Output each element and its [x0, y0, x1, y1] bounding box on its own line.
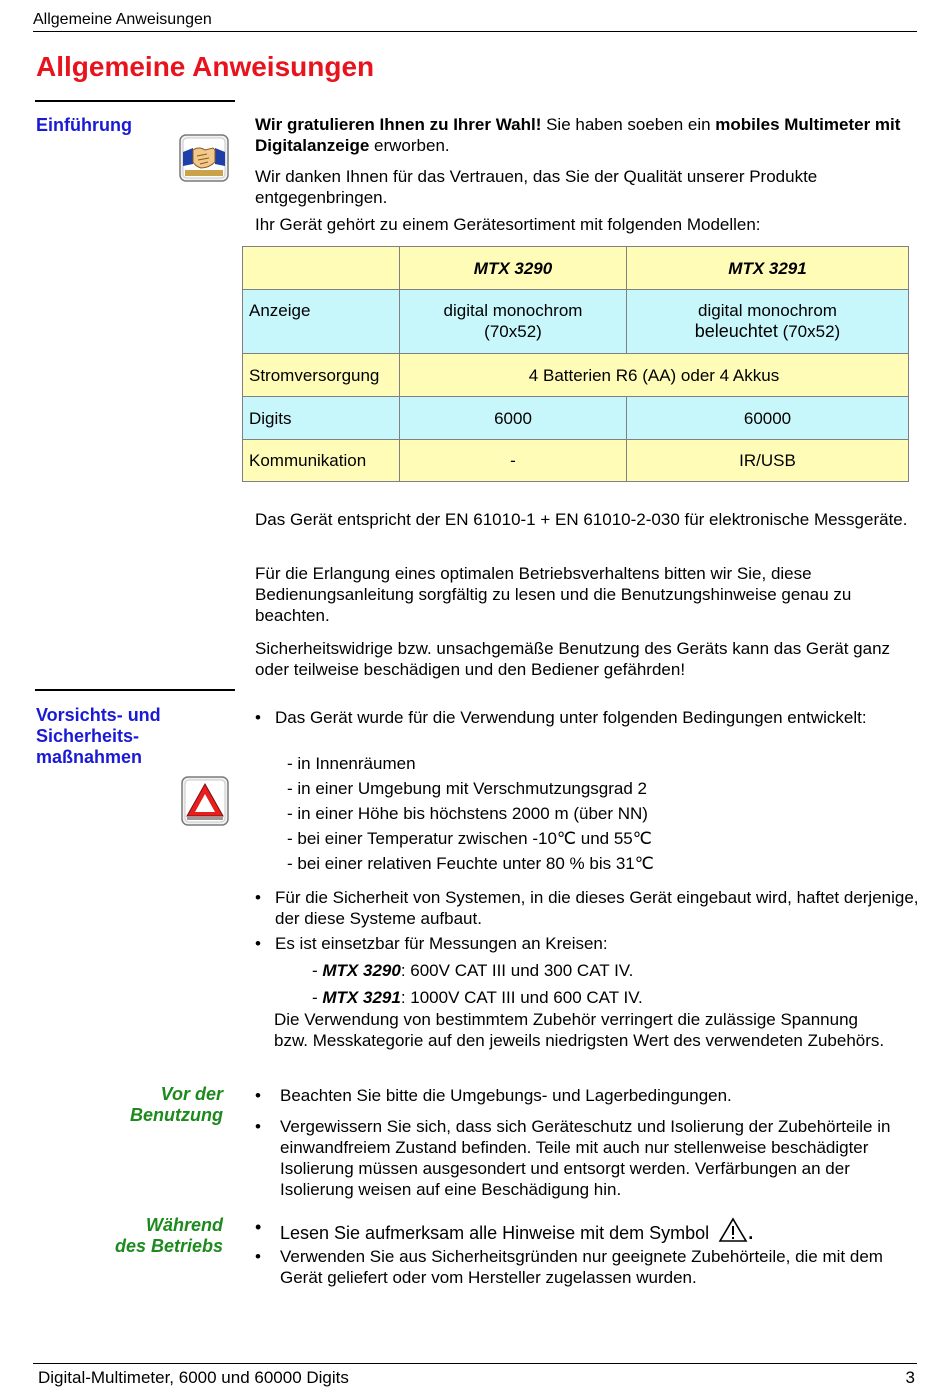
caution-symbol-icon	[718, 1217, 748, 1248]
intro-text-a: Sie haben soeben ein	[541, 115, 716, 134]
measurement-category-item	[312, 987, 643, 1008]
cell-digits-mtx3290: 6000	[400, 397, 627, 440]
column-header-mtx3291: MTX 3291	[627, 247, 909, 290]
bullet-dot: •	[255, 708, 261, 727]
bullet-dot: •	[255, 888, 261, 907]
safety-heading-line2: Sicherheits-	[36, 726, 140, 746]
circuits-text: Es ist einsetzbar für Messungen an Kreisen:	[275, 934, 608, 953]
measurement-category-item	[312, 960, 633, 981]
condition-item: - in einer Höhe bis höchstens 2000 m (über NN)	[287, 804, 648, 823]
during-use-heading-line1: Während	[145, 1215, 223, 1235]
cell-digits-mtx3291: 60000	[627, 397, 909, 440]
condition-item: - bei einer relativen Feuchte unter 80 % bis 31℃	[287, 854, 654, 873]
bullet-dot: •	[255, 1086, 261, 1105]
intro-heading: Einführung	[36, 115, 132, 135]
footer-rule	[33, 1363, 917, 1364]
running-header: Allgemeine Anweisungen	[33, 11, 212, 28]
header-rule	[33, 31, 917, 32]
safety-heading	[36, 705, 161, 768]
intro-paragraph-3: Ihr Gerät gehört zu einem Gerätesortiment mit folgenden Modellen:	[255, 215, 761, 234]
model-name: MTX 3290	[322, 961, 401, 980]
list-item	[255, 933, 920, 954]
intro-paragraph-2: Wir danken Ihnen für das Vertrauen, das Sie der Qualität unserer Produkte entgegenbringen.	[255, 167, 818, 207]
accessory-note: Die Verwendung von bestimmtem Zubehör verringert die zulässige Spannung bzw. Messkategorie auf den jeweils niedrigsten Wert des verwendeten Zubehörs.	[274, 1010, 885, 1050]
list-item	[255, 1116, 920, 1200]
accessories-text: Verwenden Sie aus Sicherheitsgründen nur geeignete Zubehörteile, die mit dem Gerät geliefert oder vom Hersteller zugelassen wurden.	[280, 1247, 883, 1287]
bullet-dot: •	[255, 1217, 262, 1237]
anzeige-b-suffix: (70x52)	[777, 322, 841, 341]
symbol-hint-text: Lesen Sie aufmerksam alle Hinweise mit dem Symbol	[280, 1223, 710, 1243]
anzeige-b-line1: digital monochrom	[698, 301, 837, 320]
before-use-heading-line1: Vor der	[160, 1084, 223, 1104]
cell-komm-mtx3290: -	[400, 440, 627, 482]
category-text: : 600V CAT III und 300 CAT IV.	[400, 961, 634, 980]
row-label-anzeige: Anzeige	[243, 290, 400, 354]
during-use-heading-line2: des Betriebs	[114, 1236, 223, 1256]
conformity-paragraph: Das Gerät entspricht der EN 61010-1 + EN 61010-2-030 für elektronische Messgeräte.	[255, 510, 908, 529]
page-title: Allgemeine Anweisungen	[36, 51, 375, 82]
cell-anzeige-mtx3291	[627, 290, 909, 354]
warning-paragraph: Sicherheitswidrige bzw. unsachgemäße Benutzung des Geräts kann das Gerät ganz oder teilweise beschädigen und den Bediener gefährden!	[255, 639, 891, 679]
page-number: 3	[905, 1368, 915, 1387]
list-item	[255, 1085, 920, 1106]
before-use-heading	[130, 1084, 223, 1126]
symbol-hint-end: .	[748, 1223, 754, 1243]
bullet-dot: •	[255, 1247, 261, 1266]
cell-komm-mtx3291: IR/USB	[627, 440, 909, 482]
environment-text: Beachten Sie bitte die Umgebungs- und Lagerbedingungen.	[280, 1086, 732, 1105]
warning-triangle-icon	[181, 776, 229, 831]
models-table	[242, 246, 909, 482]
table-row	[243, 354, 909, 397]
intro-text-b: erworben.	[369, 136, 450, 155]
row-label-digits: Digits	[243, 397, 400, 440]
column-header-mtx3290: MTX 3290	[400, 247, 627, 290]
section-rule	[35, 689, 235, 691]
dash-prefix: -	[312, 988, 323, 1007]
safety-heading-line3: maßnahmen	[36, 747, 143, 767]
dash-prefix: -	[312, 961, 323, 980]
anzeige-a-line1: digital monochrom	[443, 301, 583, 320]
anzeige-a-line2: (70x52)	[484, 322, 542, 341]
conditions-intro: Das Gerät wurde für die Verwendung unter folgenden Bedingungen entwickelt:	[275, 708, 867, 727]
table-row	[243, 440, 909, 482]
row-label-strom: Stromversorgung	[243, 354, 400, 397]
list-item	[255, 1246, 920, 1288]
anzeige-b-word: beleuchtet	[694, 321, 778, 341]
section-rule	[35, 100, 235, 102]
intro-paragraph-1	[255, 114, 915, 156]
footer-title: Digital-Multimeter, 6000 und 60000 Digits	[38, 1368, 349, 1387]
list-item	[255, 1217, 920, 1248]
instructions-paragraph: Für die Erlangung eines optimalen Betriebsverhaltens bitten wir Sie, diese Bedienungsanleitung sorgfältig zu lesen und die Benutzungshinweise genau zu beachten.	[255, 564, 852, 625]
bullet-dot: •	[255, 934, 261, 953]
before-use-heading-line2: Benutzung	[130, 1105, 223, 1125]
bullet-dot: •	[255, 1117, 261, 1136]
table-header-row	[243, 247, 909, 290]
during-use-heading	[115, 1215, 223, 1257]
condition-item: - bei einer Temperatur zwischen -10℃ und 55℃	[287, 829, 652, 848]
safety-heading-line1: Vorsichts- und	[36, 705, 161, 725]
table-corner-cell	[243, 247, 400, 290]
handshake-icon	[179, 134, 229, 187]
model-name: MTX 3291	[322, 988, 401, 1007]
list-item	[255, 887, 920, 929]
table-row	[243, 290, 909, 354]
category-text: : 1000V CAT III und 600 CAT IV.	[400, 988, 643, 1007]
congrats-bold: Wir gratulieren Ihnen zu Ihrer Wahl!	[255, 115, 542, 134]
table-row	[243, 397, 909, 440]
condition-item: - in einer Umgebung mit Verschmutzungsgrad 2	[287, 779, 648, 798]
insulation-text: Vergewissern Sie sich, dass sich Geräteschutz und Isolierung der Zubehörteile in einwandfreiem Zustand befinden. Teile mit auch nur stellenweise beschädigter Isolierung müssen ausgesondert und entsorgt werden. Verfärbungen an der Isolierung weisen auf eine Beschädigung hin.	[280, 1117, 891, 1199]
list-item	[255, 707, 920, 728]
condition-item: - in Innenräumen	[287, 754, 416, 773]
system-safety-text: Für die Sicherheit von Systemen, in die dieses Gerät eingebaut wird, haftet derjenige, der diese Systeme aufbaut.	[275, 888, 919, 928]
product-bold: mobiles Multimeter mit Digitalanzeige	[255, 115, 901, 155]
cell-anzeige-mtx3290	[400, 290, 627, 354]
row-label-komm: Kommunikation	[243, 440, 400, 482]
cell-strom-value: 4 Batterien R6 (AA) oder 4 Akkus	[400, 354, 909, 397]
